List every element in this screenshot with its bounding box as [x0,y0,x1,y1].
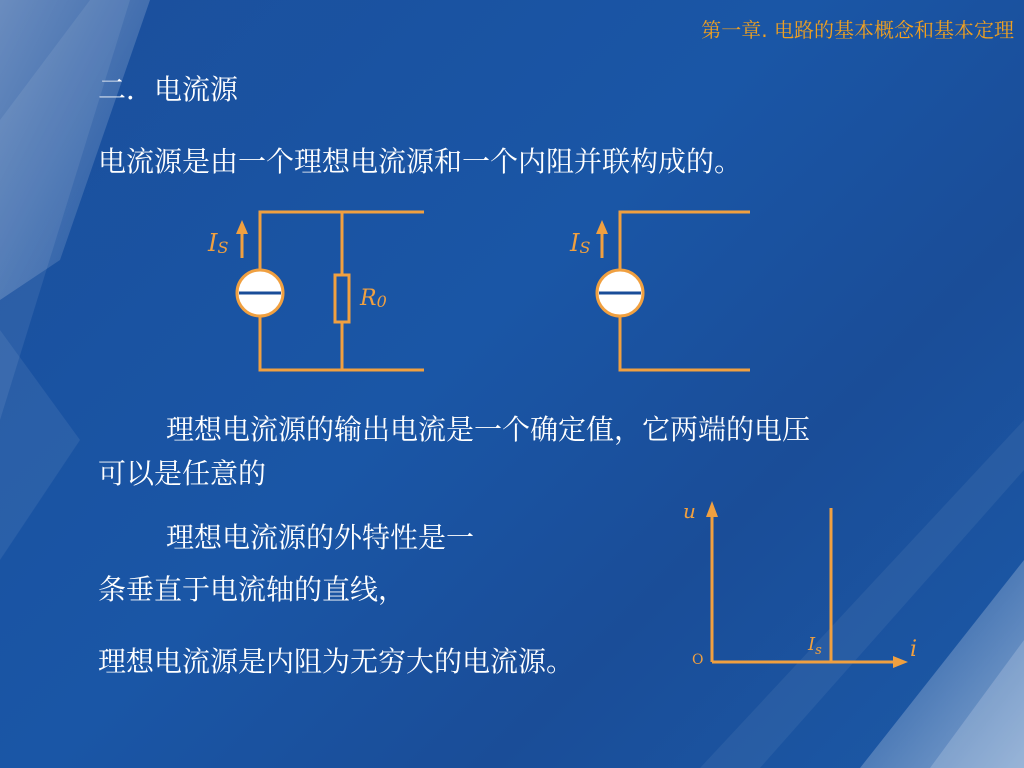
chapter-title: 第一章. 电路的基本概念和基本定理 [701,18,1014,42]
u-axis-arrow-icon [706,501,718,517]
para2-line2: 条垂直于电流轴的直线， [98,573,407,606]
is-line-label: $I_s$ [808,634,822,658]
characteristic-graph [706,501,908,668]
resistor-label: R0 [360,286,387,311]
para1-line2: 可以是任意的 [98,457,267,490]
section-heading: 二．电流源 [98,73,239,106]
intro-text: 电流源是由一个理想电流源和一个内阻并联构成的。 [98,145,743,178]
right-source-label: IS [570,229,591,257]
i-axis-arrow-icon [893,656,908,668]
ideal-current-arrow-icon [596,220,608,234]
para2-line1: 理想电流源的外特性是一 [166,521,475,554]
origin-label: O [692,652,704,668]
u-axis-label: u [683,499,696,523]
para3-text: 理想电流源是内阻为无穷大的电流源。 [98,645,575,678]
ideal-current-source-circuit [596,212,750,370]
para1-line1: 理想电流源的输出电流是一个确定值，它两端的电压 [166,413,811,446]
i-axis-label: i [910,637,918,662]
left-source-label: IS [208,229,229,257]
circuit-with-internal-resistance [236,212,424,370]
resistor-symbol [335,275,349,322]
current-arrow-icon [236,220,248,234]
